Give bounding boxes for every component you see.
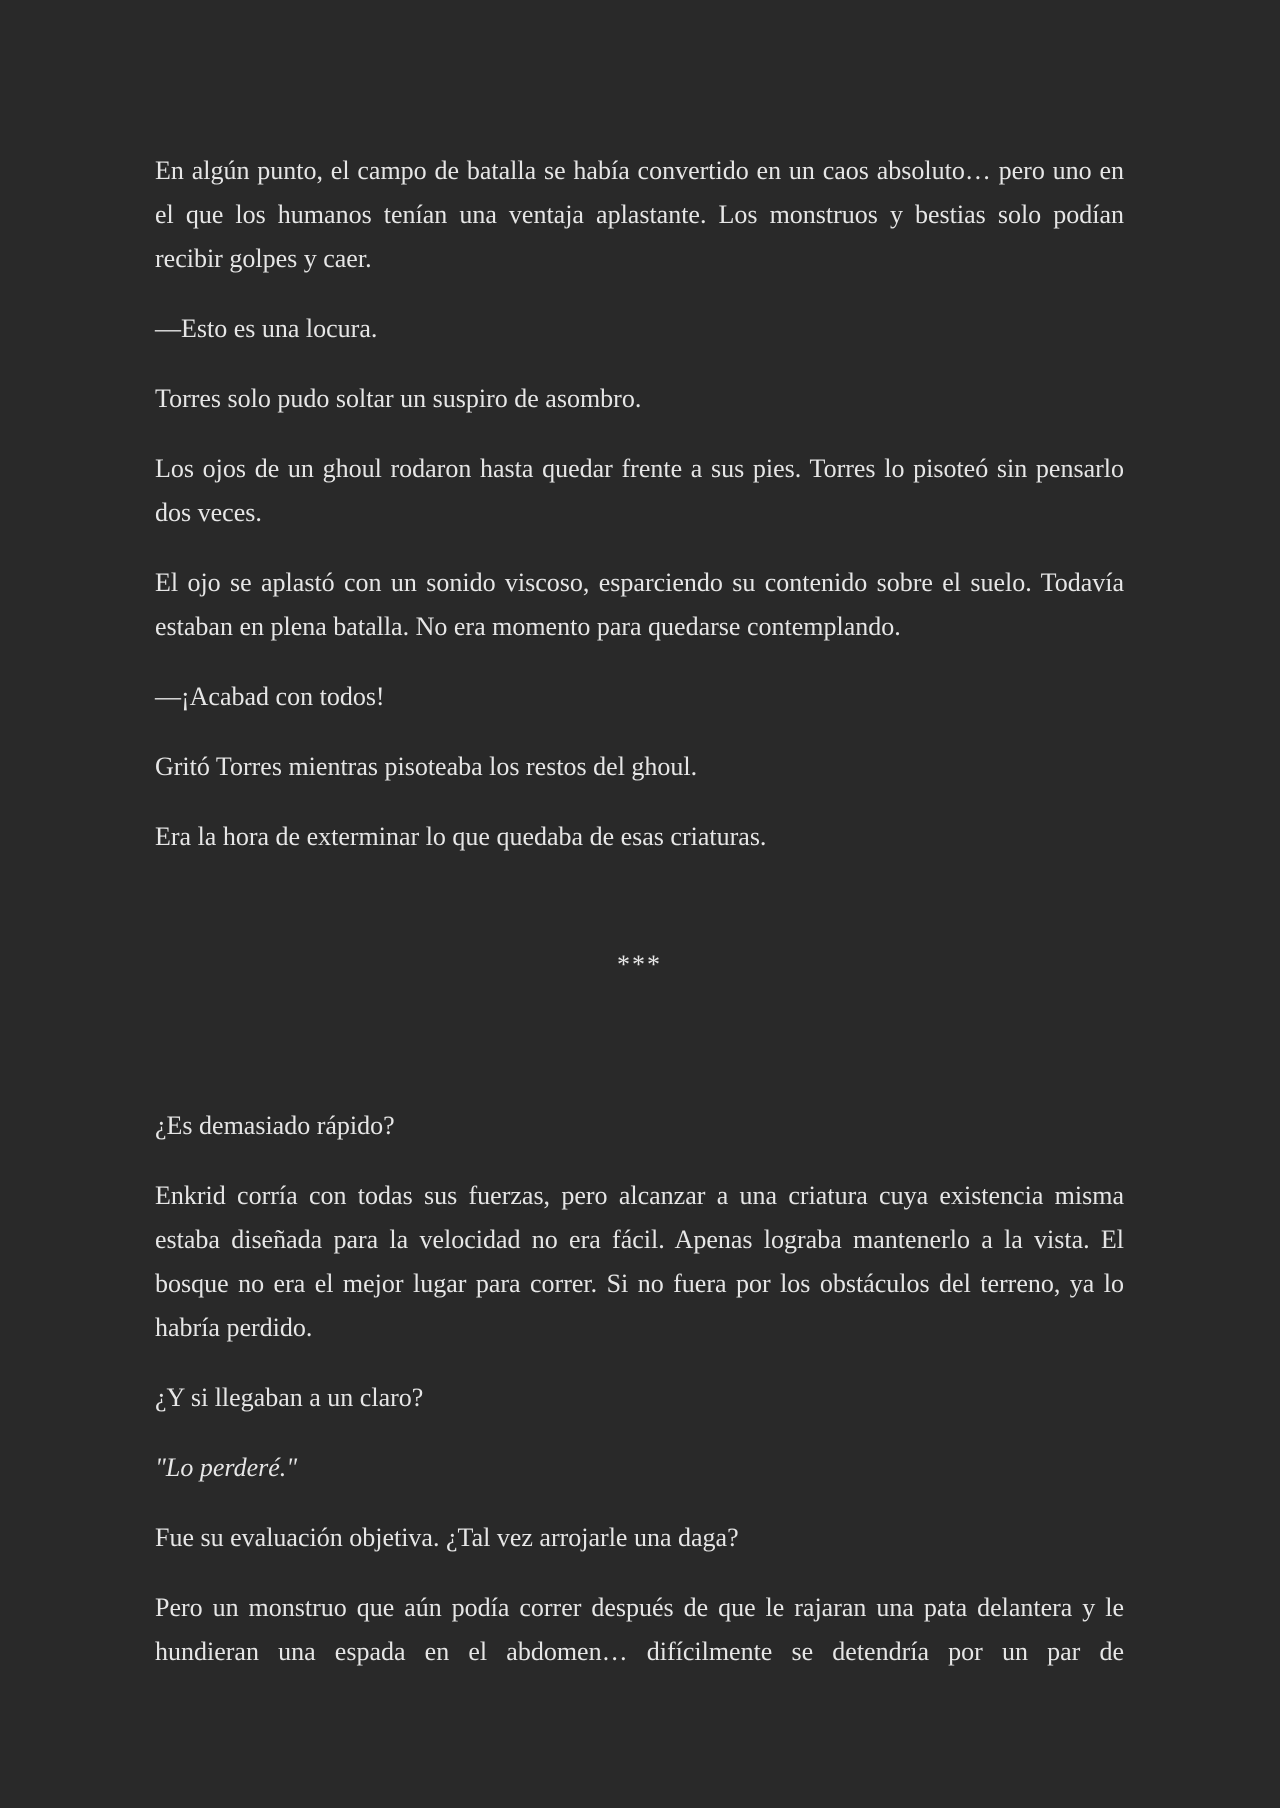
- scene-separator: ***: [617, 950, 662, 979]
- paragraph: Era la hora de exterminar lo que quedaba de esas criaturas.: [155, 822, 767, 851]
- chapter-text: [155, 149, 1124, 1700]
- paragraph: —¡Acabad con todos!: [155, 682, 385, 711]
- paragraph: ¿Y si llegaban a un claro?: [155, 1383, 424, 1412]
- paragraph: —Esto es una locura.: [155, 314, 378, 343]
- paragraph: Gritó Torres mientras pisoteaba los restos del ghoul.: [155, 752, 698, 781]
- italic-thought: "Lo perderé.": [155, 1453, 298, 1482]
- paragraph: Fue su evaluación objetiva. ¿Tal vez arrojarle una daga?: [155, 1523, 739, 1552]
- paragraph: Pero un monstruo que aún podía correr después de que le rajaran una pata delantera y le hundieran una espada en el abdomen… difícilmente se detendría por un par de: [155, 1593, 1124, 1666]
- paragraph: Enkrid corría con todas sus fuerzas, pero alcanzar a una criatura cuya existencia misma estaba diseñada para la velocidad no era fácil. Apenas lograba mantenerlo a la vista. El bosque no era el mejor lugar para correr. Si no fuera por los obstáculos del terreno, ya lo habría perdido.: [155, 1181, 1124, 1342]
- paragraph: Los ojos de un ghoul rodaron hasta quedar frente a sus pies. Torres lo pisoteó sin pensarlo dos veces.: [155, 454, 1124, 527]
- paragraph: Torres solo pudo soltar un suspiro de asombro.: [155, 384, 642, 413]
- section-a: [155, 149, 1124, 859]
- paragraph: En algún punto, el campo de batalla se había convertido en un caos absoluto… pero uno en el que los humanos tenían una ventaja aplastante. Los monstruos y bestias solo podían recibir golpes y caer.: [155, 156, 1124, 273]
- paragraph: ¿Es demasiado rápido?: [155, 1111, 395, 1140]
- paragraph: El ojo se aplastó con un sonido viscoso, esparciendo su contenido sobre el suelo. Todavía estaban en plena batalla. No era momento para quedarse contemplando.: [155, 568, 1124, 641]
- section-b: [155, 1104, 1124, 1674]
